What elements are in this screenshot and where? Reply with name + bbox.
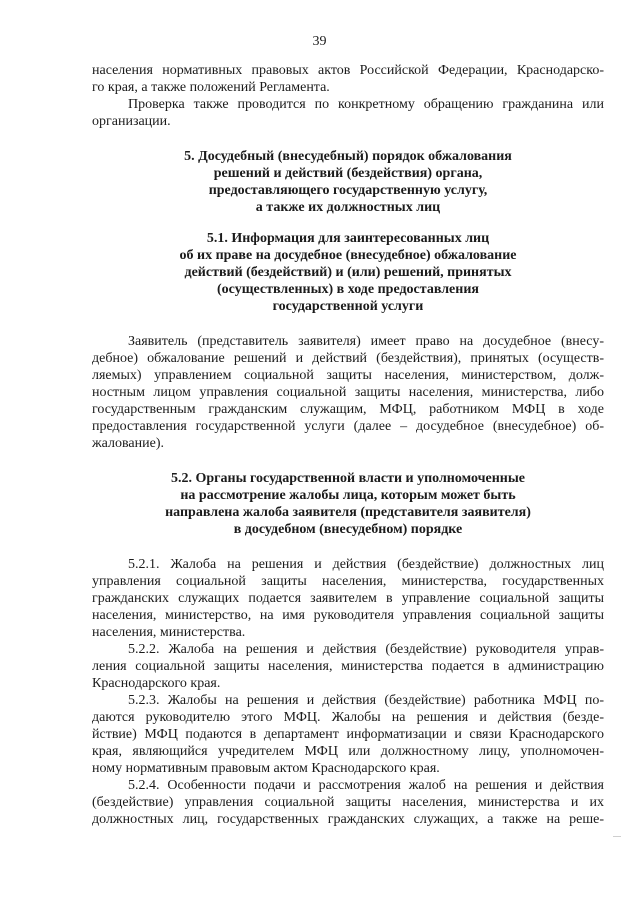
text-line: (бездействие) управления социальной защиты населения, министерства и их	[92, 795, 604, 810]
text-line: жалование).	[92, 436, 164, 451]
heading-line: предоставляющего государственную услугу,	[208, 183, 488, 198]
heading-line: государственной услуги	[272, 299, 424, 314]
paragraph-5-2-2	[92, 641, 604, 692]
text-line: Заявитель (представитель заявителя) имеет право на досудебное (внесу-	[128, 334, 604, 349]
text-line: дебное) обжалование решений и действий (бездействия), принятых (осуществ-	[92, 351, 604, 366]
heading-line: (осуществленных) в ходе предоставления	[217, 282, 479, 297]
text-line: организации.	[92, 114, 171, 129]
text-line: 5.2.3. Жалобы на решения и действия (бездействие) работника МФЦ по-	[128, 693, 604, 708]
heading-line: 5. Досудебный (внесудебный) порядок обжалования	[184, 149, 512, 164]
text-line: должностных лиц, государственных гражданских служащих, а также на реше-	[92, 812, 604, 827]
paragraph-5-1	[92, 333, 604, 452]
section-5-1-heading	[92, 230, 604, 315]
paragraph-5-2-1	[92, 556, 604, 641]
text-line: населения, министерства.	[92, 625, 246, 640]
text-line: предоставления государственной услуги (далее – досудебное (внесудебное) об-	[92, 419, 604, 434]
heading-line: направлена жалоба заявителя (представителя заявителя)	[165, 505, 531, 520]
text-line: го края, а также положений Регламента.	[92, 80, 330, 95]
heading-line: 5.1. Информация для заинтересованных лиц	[206, 231, 490, 246]
page-number: 39	[312, 34, 327, 49]
text-line: 5.2.1. Жалоба на решения и действия (бездействие) должностных лиц	[128, 557, 604, 572]
heading-line: а также их должностных лиц	[255, 200, 441, 215]
text-line: ления социальной защиты населения, министерства подается в администрацию	[92, 659, 604, 674]
text-line: Краснодарского края.	[92, 676, 221, 691]
page-content	[92, 62, 604, 828]
heading-line: 5.2. Органы государственной власти и уполномоченные	[171, 471, 525, 486]
text-line: Проверка также проводится по конкретному обращению гражданина или	[128, 97, 604, 112]
text-line: ному нормативным правовым актом Краснодарского края.	[92, 761, 440, 776]
text-line: населения, министерство, на имя руководителя управления социальной защиты	[92, 608, 604, 623]
text-line: управления социальной защиты населения, министерства, государственных	[92, 574, 604, 589]
text-line: 5.2.4. Особенности подачи и рассмотрения жалоб на решения и действия	[128, 778, 604, 793]
text-line: ностным лицом управления социальной защиты населения, министерства, либо	[92, 385, 604, 400]
heading-line: решений и действий (бездействия) органа,	[213, 166, 483, 181]
text-line: йствие) МФЦ подаются в департамент информатизации и связи Краснодарского	[92, 727, 604, 742]
heading-line: на рассмотрение жалобы лица, которым может быть	[180, 488, 516, 503]
text-line: государственным гражданским служащим, МФЦ, работником МФЦ в ходе	[92, 402, 604, 417]
text-line: 5.2.2. Жалоба на решения и действия (бездействие) руководителя управ-	[128, 642, 604, 657]
heading-line: в досудебном (внесудебном) порядке	[233, 522, 463, 537]
paragraph-regulation-compliance	[92, 62, 604, 96]
paragraph-5-2-4	[92, 777, 604, 828]
text-line: края, являющийся учредителем МФЦ или должностному лицу, уполномочен-	[92, 744, 604, 759]
section-5-heading	[92, 148, 604, 216]
text-line: ляемых) управлением социальной защиты населения, министерством, долж-	[92, 368, 604, 383]
paragraph-inspection-request	[92, 96, 604, 130]
text-line: гражданских служащих подается заявителем в управление социальной защиты	[92, 591, 604, 606]
section-5-2-heading	[92, 470, 604, 538]
text-line: даются руководителю этого МФЦ. Жалобы на решения и действия (безде-	[92, 710, 604, 725]
paragraph-5-2-3	[92, 692, 604, 777]
scan-edge-mark	[613, 836, 621, 837]
heading-line: действий (бездействий) и (или) решений, принятых	[184, 265, 512, 280]
text-line: населения нормативных правовых актов Российской Федерации, Краснодарско-	[92, 63, 604, 78]
heading-line: об их праве на досудебное (внесудебное) обжалование	[179, 248, 517, 263]
